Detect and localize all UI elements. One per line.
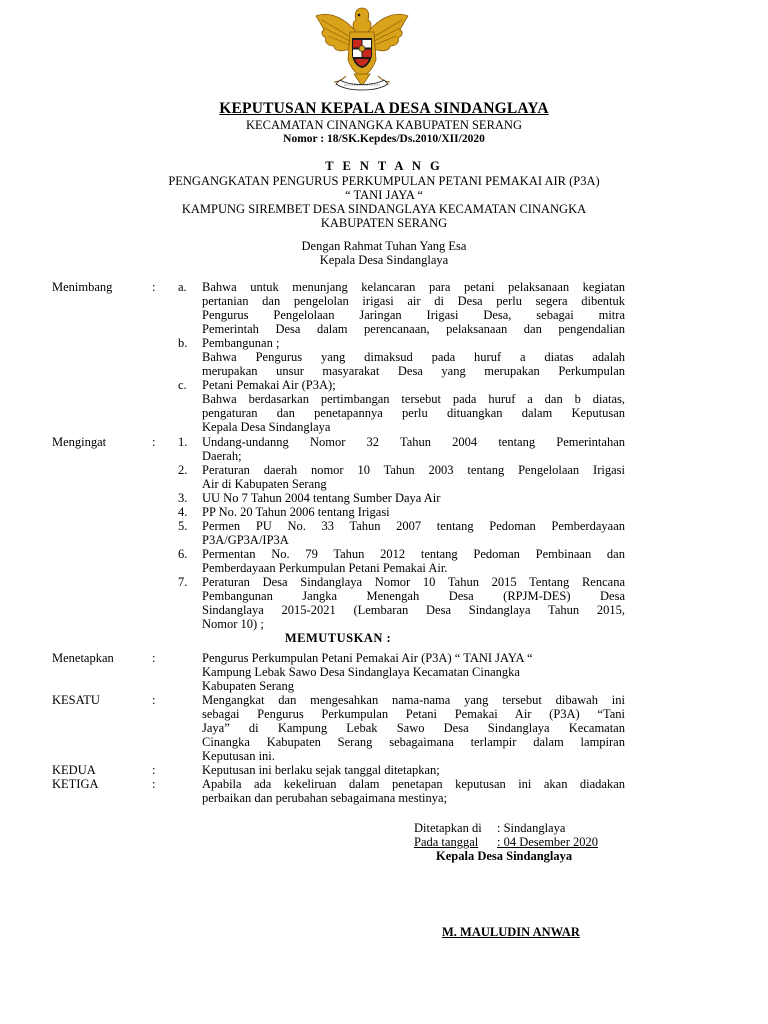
kesatu-line-2: sebagai Pengurus Perkumpulan Petani Pemakai Air (P3A) “Tani [202,707,625,721]
mengingat-5-line-2: P3A/GP3A/IP3A [202,533,289,547]
menimbang-label: Menimbang [52,280,113,294]
kedua-colon: : [152,763,156,777]
menimbang-c-line-4: Kepala Desa Sindanglaya [202,420,331,434]
tentang-heading: T E N T A N G [325,159,443,173]
mengingat-6-line-1: Permentan No. 79 Tahun 2012 tentang Pedoman Pembinaan dan [202,547,625,561]
signature-place-label: Ditetapkan di [414,821,482,835]
signature-date-value: : 04 Desember 2020 [497,835,599,849]
menetapkan-line-3: Kabupaten Serang [202,679,294,693]
kesatu-line-1: Mengangkat dan mengesahkan nama-nama yang tersebut dibawah ini [202,693,625,707]
menimbang-c-line-3: pengaturan dan penetapannya perlu dituangkan dalam Keputusan [202,406,625,420]
mengingat-7-mark: 7. [178,575,188,589]
menimbang-colon: : [152,280,156,294]
mengingat-5-mark: 5. [178,519,188,533]
signature-position: Kepala Desa Sindanglaya [436,849,573,863]
mengingat-2-line-1: Peraturan daerah nomor 10 Tahun 2003 tentang Pengelolaan Irigasi [202,463,625,477]
ketiga-label: KETIGA [52,777,99,791]
mengingat-3-mark: 3. [178,491,188,505]
signature-place-value: : Sindanglaya [497,821,566,835]
signature-date-label: Pada tanggal [414,835,479,849]
menetapkan-label: Menetapkan [52,651,114,665]
mengingat-5-line-1: Permen PU No. 33 Tahun 2007 tentang Pedoman Pemberdayaan [202,519,625,533]
tentang-line-3: KAMPUNG SIREMBET DESA SINDANGLAYA KECAMATAN CINANGKA [181,202,587,216]
ketiga-line-2: perbaikan dan perubahan sebagaimana mestinya; [202,791,448,805]
menimbang-a-line-1: Bahwa untuk menunjang kelancaran para petani pelaksanaan kegiatan [202,280,625,294]
tentang-line-1: PENGANGKATAN PENGURUS PERKUMPULAN PETANI PEMAKAI AIR (P3A) [168,174,600,188]
memutuskan-heading: MEMUTUSKAN : [284,631,392,645]
menimbang-b-mark: b. [178,336,188,350]
kedua-label: KEDUA [52,763,96,777]
mengingat-colon: : [152,435,156,449]
mengingat-7-line-1: Peraturan Desa Sindanglaya Nomor 10 Tahun 2015 Tentang Rencana [202,575,625,589]
kedua-line-1: Keputusan ini berlaku sejak tanggal ditetapkan; [202,763,440,777]
kesatu-line-5: Keputusan ini. [202,749,275,763]
mengingat-6-line-2: Pemberdayaan Perkumpulan Petani Pemakai Air. [202,561,448,575]
mengingat-7-line-3: Sindanglaya 2015-2021 (Lembaran Desa Sindanglaya Tahun 2015, [202,603,625,617]
menimbang-a-line-4: Pemerintah Desa dalam perencanaan, pelaksanaan dan pengendalian [202,322,625,336]
menetapkan-line-1: Pengurus Perkumpulan Petani Pemakai Air (P3A) “ TANI JAYA “ [202,651,533,665]
menimbang-a-mark: a. [178,280,187,294]
menimbang-c-line-2: Bahwa berdasarkan pertimbangan tersebut pada huruf a dan b diatas, [202,392,625,406]
document-number: Nomor : 18/SK.Kepdes/Ds.2010/XII/2020 [283,133,485,145]
mengingat-1-mark: 1. [178,435,188,449]
mengingat-1-line-1: Undang-undanng Nomor 32 Tahun 2004 tentang Pemerintahan [202,435,625,449]
document-title: KEPUTUSAN KEPALA DESA SINDANGLAYA [219,100,549,117]
garuda-emblem-icon [312,4,412,96]
menimbang-b-line-1: Pembangunan ; [202,336,280,350]
mengingat-7-line-4: Nomor 10) ; [202,617,264,631]
opening-line-2: Kepala Desa Sindanglaya [319,253,449,267]
menetapkan-colon: : [152,651,156,665]
tentang-line-4: KABUPATEN SERANG [320,216,448,230]
mengingat-4-line-1: PP No. 20 Tahun 2006 tentang Irigasi [202,505,390,519]
mengingat-4-mark: 4. [178,505,188,519]
mengingat-label: Mengingat [52,435,107,449]
menimbang-c-mark: c. [178,378,187,392]
mengingat-2-mark: 2. [178,463,188,477]
ketiga-line-1: Apabila ada kekeliruan dalam penetapan keputusan ini akan diadakan [202,777,625,791]
menimbang-a-line-3: Pengurus Pengelolaan Jaringan Irigasi Desa, sebagai mitra [202,308,625,322]
menimbang-a-line-2: pertanian dan pengelolan irigasi air di Desa perlu segera dibentuk [202,294,625,308]
ketiga-colon: : [152,777,156,791]
mengingat-1-line-2: Daerah; [202,449,242,463]
menimbang-b-line-3: merupakan unsur masyarakat Desa yang merupakan Perkumpulan [202,364,625,378]
mengingat-7-line-2: Pembangunan Jangka Menengah Desa (RPJM-DES) Desa [202,589,625,603]
tentang-line-2: “ TANI JAYA “ [345,188,423,202]
mengingat-2-line-2: Air di Kabupaten Serang [202,477,327,491]
menimbang-c-line-1: Petani Pemakai Air (P3A); [202,378,336,392]
opening-line-1: Dengan Rahmat Tuhan Yang Esa [301,239,467,253]
kesatu-line-3: Jaya” di Kampung Lebak Sawo Desa Sindanglaya Kecamatan [202,721,625,735]
kesatu-line-4: Cinangka Kabupaten Serang sebagaimana terlampir dalam lampiran [202,735,625,749]
kesatu-colon: : [152,693,156,707]
mengingat-3-line-1: UU No 7 Tahun 2004 tentang Sumber Daya Air [202,491,441,505]
menetapkan-line-2: Kampung Lebak Sawo Desa Sindanglaya Kecamatan Cinangka [202,665,520,679]
menimbang-b-line-2: Bahwa Pengurus yang dimaksud pada huruf a diatas adalah [202,350,625,364]
mengingat-6-mark: 6. [178,547,188,561]
signature-name: M. MAULUDIN ANWAR [442,925,580,939]
kesatu-label: KESATU [52,693,100,707]
document-subtitle: KECAMATAN CINANGKA KABUPATEN SERANG [246,118,522,132]
